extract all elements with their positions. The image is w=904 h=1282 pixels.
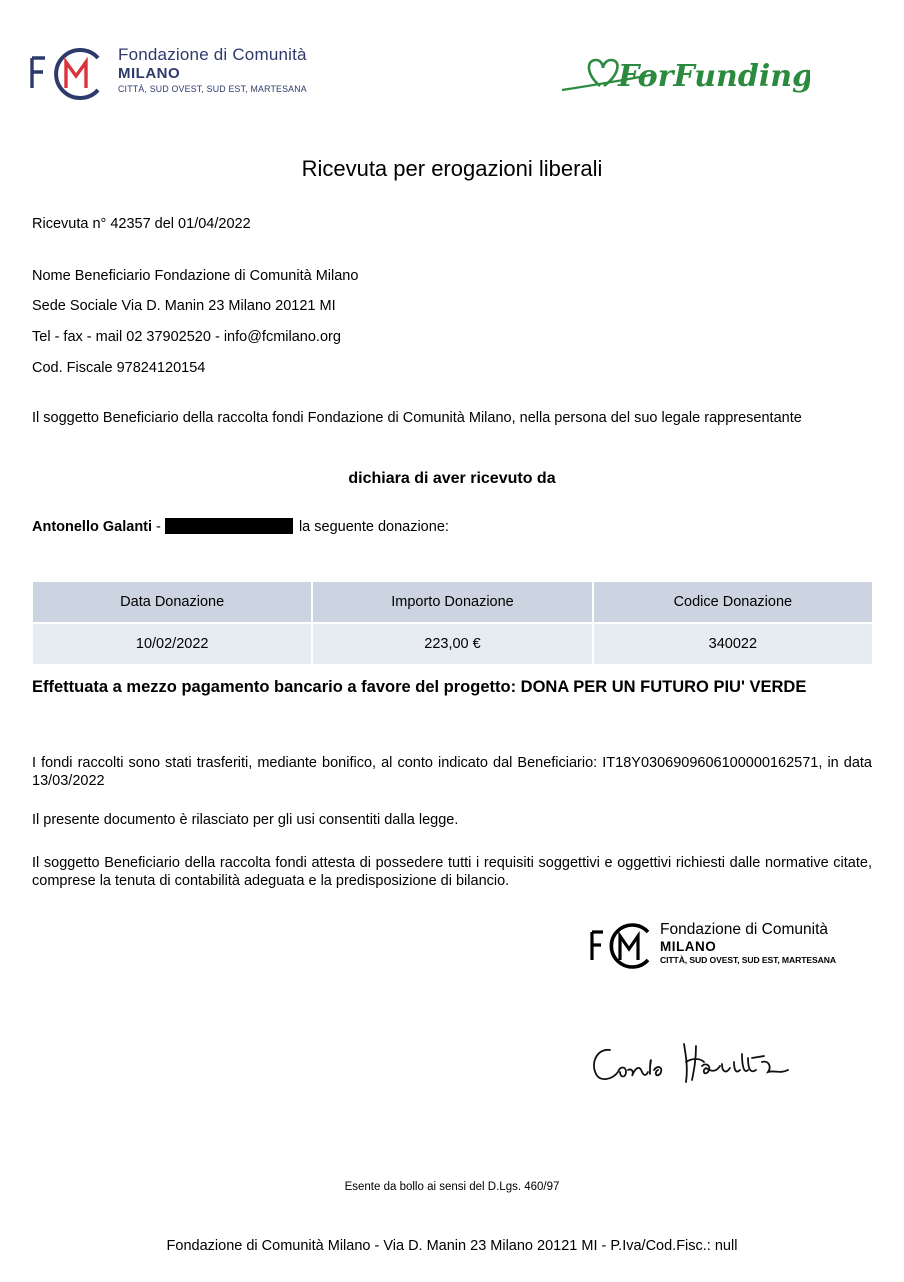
exempt-note: Esente da bollo ai sensi del D.Lgs. 460/97 [344,1181,560,1193]
table-row [32,623,873,664]
intro-statement: Il soggetto Beneficiario della raccolta fondi Fondazione di Comunità Milano, nella persona del suo legale rappresentante [32,410,802,426]
beneficiary-contact: Tel - fax - mail 02 37902520 - info@fcmilano.org [32,329,341,345]
stamp-city: MILANO [660,938,717,954]
signature-icon [588,1036,808,1092]
fcm-logo-text [118,46,307,94]
attest-paragraph: Il soggetto Beneficiario della raccolta fondi attesta di possedere tutti i requisiti soggettivi e oggettivi richiesti dalle normative citate, comprese la tenuta di contabilità adeguata e la predisposizione di bilancio. [32,855,872,889]
beneficiary-name: Nome Beneficiario Fondazione di Comunità Milano [32,268,359,284]
donor-name: Antonello Galanti [32,519,153,535]
stamp-name: Fondazione di Comunità [660,921,829,938]
logo-subtitle: CITTÀ, SUD OVEST, SUD EST, MARTESANA [118,84,307,94]
header-amount: Importo Donazione [312,582,592,623]
page-title: Ricevuta per erogazioni liberali [301,156,603,181]
stamp-subtitle: CITTÀ, SUD OVEST, SUD EST, MARTESANA [660,955,836,965]
beneficiary-address: Sede Sociale Via D. Manin 23 Milano 20121 MI [32,298,336,314]
header-date: Data Donazione [32,582,312,623]
declaration-heading: dichiara di aver ricevuto da [348,470,556,487]
donor-separator: - [152,519,165,535]
forfunding-wordmark: ForFunding [618,59,810,94]
usage-paragraph: Il presente documento è rilasciato per gli usi consentiti dalla legge. [32,812,459,828]
stamp-text [660,922,836,965]
donor-line [32,518,449,535]
donor-suffix: la seguente donazione: [294,519,449,535]
payment-method: Effettuata a mezzo pagamento bancario a favore del progetto: DONA PER UN FUTURO PIU' VERDE [32,678,807,696]
logo-name: Fondazione di Comunità [118,45,307,64]
cell-code: 340022 [593,623,873,664]
cell-amount: 223,00 € [312,623,592,664]
stamp-logo-mark-icon [590,918,660,974]
donation-table [31,582,874,664]
forfunding-logo [560,24,810,124]
table-header-row [32,582,873,623]
header-code: Codice Donazione [593,582,873,623]
forfunding-heart-icon [560,24,810,124]
redacted-block [165,518,293,534]
signature [588,1036,808,1092]
page-footer: Fondazione di Comunità Milano - Via D. Manin 23 Milano 20121 MI - P.Iva/Cod.Fisc.: null [166,1238,738,1254]
fcm-logo-mark-icon [30,42,120,106]
cell-date: 10/02/2022 [32,623,312,664]
logo-city: MILANO [118,65,181,82]
receipt-number: Ricevuta n° 42357 del 01/04/2022 [32,216,251,232]
transfer-paragraph: I fondi raccolti sono stati trasferiti, mediante bonifico, al conto indicato dal Beneficiario: IT18Y0306909606100000162571, in data 13/03/2022 [32,755,872,789]
beneficiary-tax-code: Cod. Fiscale 97824120154 [32,360,206,376]
